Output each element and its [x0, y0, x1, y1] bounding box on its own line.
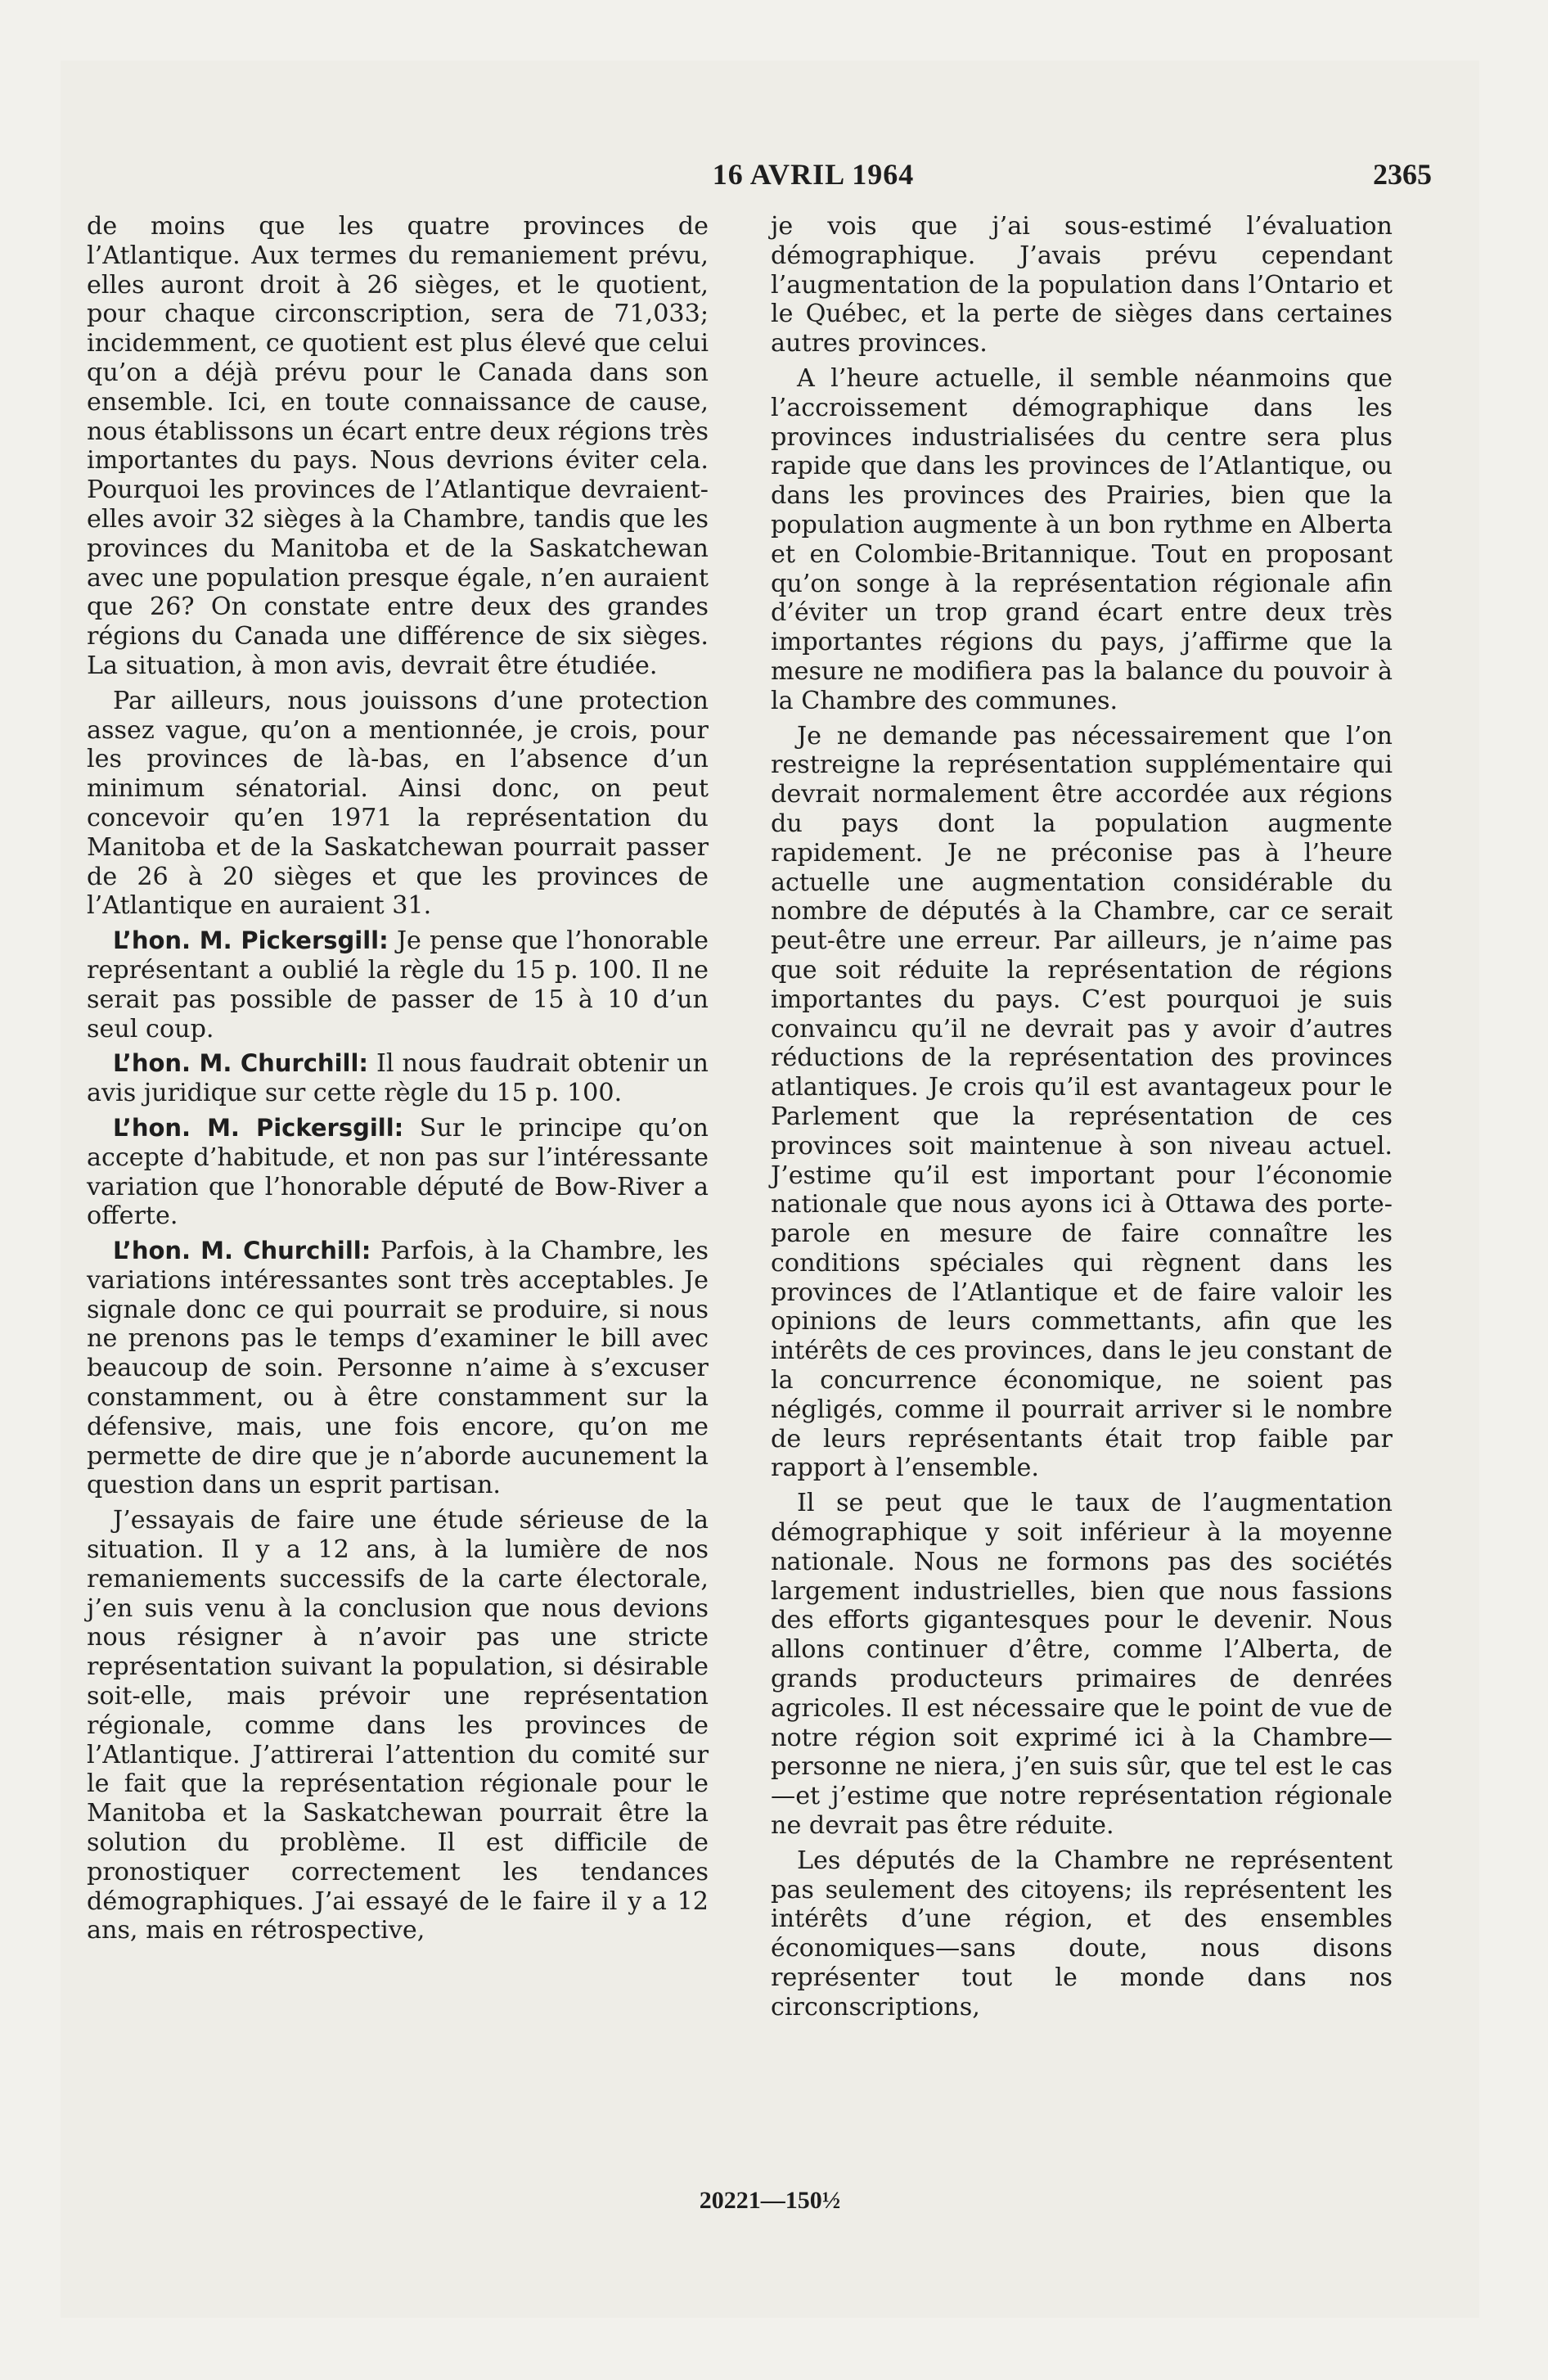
page [61, 61, 1479, 2318]
page-footer-code: 20221—150½ [699, 2187, 841, 2214]
paragraph: Par ailleurs, nous jouissons d’une protection assez vague, qu’on a mentionnée, je crois, pour les provinces de là-bas, en l’absence d’un minimum sénatorial. Ainsi donc, on peut concevoir qu’en 1971 la représentation du Manitoba et de la Saskatchewan pourrait passer de 26 à 20 sièges et que les provinces de l’Atlantique en auraient 31. [87, 686, 709, 921]
paragraph: de moins que les quatre provinces de l’Atlantique. Aux termes du remaniement prévu, elles auront droit à 26 sièges, et le quotient, pour chaque circonscription, sera de 71,033; incidemment, ce quotient est plus élevé que celui qu’on a déjà prévu pour le Canada dans son ensemble. Ici, en toute connaissance de cause, nous établissons un écart entre deux régions très importantes du pays. Nous devrions éviter cela. Pourquoi les provinces de l’Atlantique devraient-elles avoir 32 sièges à la Chambre, tandis que les provinces du Manitoba et de la Saskatchewan avec une population presque égale, n’en auraient que 26? On constate entre deux des grandes régions du Canada une différence de six sièges. La situation, à mon avis, devrait être étudiée. [87, 212, 709, 680]
paragraph: J’essayais de faire une étude sérieuse de la situation. Il y a 12 ans, à la lumière de nos remaniements successifs de la carte électorale, j’en suis venu à la conclusion que nous devions nous résigner à n’avoir pas une stricte représentation suivant la population, si désirable soit-elle, mais prévoir une représentation régionale, comme dans les provinces de l’Atlantique. J’attirerai l’attention du comité sur le fait que la représentation régionale pour le Manitoba et la Saskatchewan pourrait être la solution du problème. Il est difficile de pronostiquer correctement les tendances démographiques. J’ai essayé de le faire il y a 12 ans, mais en rétrospective, [87, 1506, 709, 1945]
page-number: 2365 [1373, 158, 1432, 191]
paragraph: Je ne demande pas nécessairement que l’on restreigne la représentation supplémentaire qui devrait normalement être accordée aux régions du pays dont la population augmente rapidement. Je ne préconise pas à l’heure actuelle une augmentation considérable du nombre de députés à la Chambre, car ce serait peut-être une erreur. Par ailleurs, je n’aime pas que soit réduite la représentation de régions importantes du pays. C’est pourquoi je suis convaincu qu’il ne devrait pas y avoir d’autres réductions de la représentation des provinces atlantiques. Je crois qu’il est avantageux pour le Parlement que la représentation de ces provinces soit maintenue à son niveau actuel. J’estime qu’il est important pour l’économie nationale que nous ayons ici à Ottawa des porte-parole en mesure de faire connaître les conditions spéciales qui règnent dans les provinces de l’Atlantique et de faire valoir les opinions de leurs commettants, afin que les intérêts de ces provinces, dans le jeu constant de la concurrence économique, ne soient pas négligés, comme il pourrait arriver si le nombre de leurs représentants était trop faible par rapport à l’ensemble. [771, 721, 1393, 1483]
paragraph: Il se peut que le taux de l’augmentation démographique y soit inférieur à la moyenne nationale. Nous ne formons pas des sociétés largement industrielles, bien que nous fassions des efforts gigantesques pour le devenir. Nous allons continuer d’être, comme l’Alberta, de grands producteurs primaires de denrées agricoles. Il est nécessaire que le point de vue de notre région soit exprimé ici à la Chambre—personne ne niera, j’en suis sûr, que tel est le cas—et j’estime que notre représentation régionale ne devrait pas être réduite. [771, 1489, 1393, 1841]
speech-text: Sur le principe qu’on accepte d’habitude, et non pas sur l’intéressante variation que l’honorable député de Bow-River a offerte. [87, 1113, 709, 1231]
speaker-name: L’hon. M. Pickersgill: [113, 1113, 404, 1142]
speech [87, 1049, 709, 1108]
paragraph: A l’heure actuelle, il semble néanmoins que l’accroissement démographique dans les provinces industrialisées du centre sera plus rapide que dans les provinces de l’Atlantique, ou dans les provinces des Prairies, bien que la population augmente à un bon rythme en Alberta et en Colombie-Britannique. Tout en proposant qu’on songe à la représentation régionale afin d’éviter un trop grand écart entre deux très importantes régions du pays, j’affirme que la mesure ne modifiera pas la balance du pouvoir à la Chambre des communes. [771, 363, 1393, 715]
speech-text: Parfois, à la Chambre, les variations intéressantes sont très acceptables. Je signale donc ce qui pourrait se produire, si nous ne prenons pas le temps d’examiner le bill avec beaucoup de soin. Personne n’aime à s’excuser constamment, ou à être constamment sur la défensive, mais, une fois encore, qu’on me permette de dire que je n’aborde aucunement la question dans un esprit partisan. [87, 1237, 709, 1500]
right-column [771, 212, 1393, 2028]
paragraph: Les députés de la Chambre ne représentent pas seulement des citoyens; ils représentent les intérêts d’une région, et des ensembles économiques—sans doute, nous disons représenter tout le monde dans nos circonscriptions, [771, 1846, 1393, 2022]
page-date: 16 AVRIL 1964 [712, 158, 915, 191]
paragraph: je vois que j’ai sous-estimé l’évaluation démographique. J’avais prévu cependant l’augmentation de la population dans l’Ontario et le Québec, et la perte de sièges dans certaines autres provinces. [771, 212, 1393, 358]
speech [87, 1114, 709, 1231]
speech-text: Je pense que l’honorable représentant a oublié la règle du 15 p. 100. Il ne serait pas possible de passer de 15 à 10 d’un seul coup. [87, 926, 709, 1044]
speech-text: Il nous faudrait obtenir un avis juridique sur cette règle du 15 p. 100. [87, 1049, 709, 1108]
speech [87, 1237, 709, 1500]
speaker-name: L’hon. M. Churchill: [113, 1237, 371, 1265]
speaker-name: L’hon. M. Churchill: [113, 1049, 368, 1078]
speaker-name: L’hon. M. Pickersgill: [113, 926, 389, 955]
left-column [87, 212, 709, 1951]
page-header [61, 157, 1479, 206]
speech [87, 926, 709, 1044]
